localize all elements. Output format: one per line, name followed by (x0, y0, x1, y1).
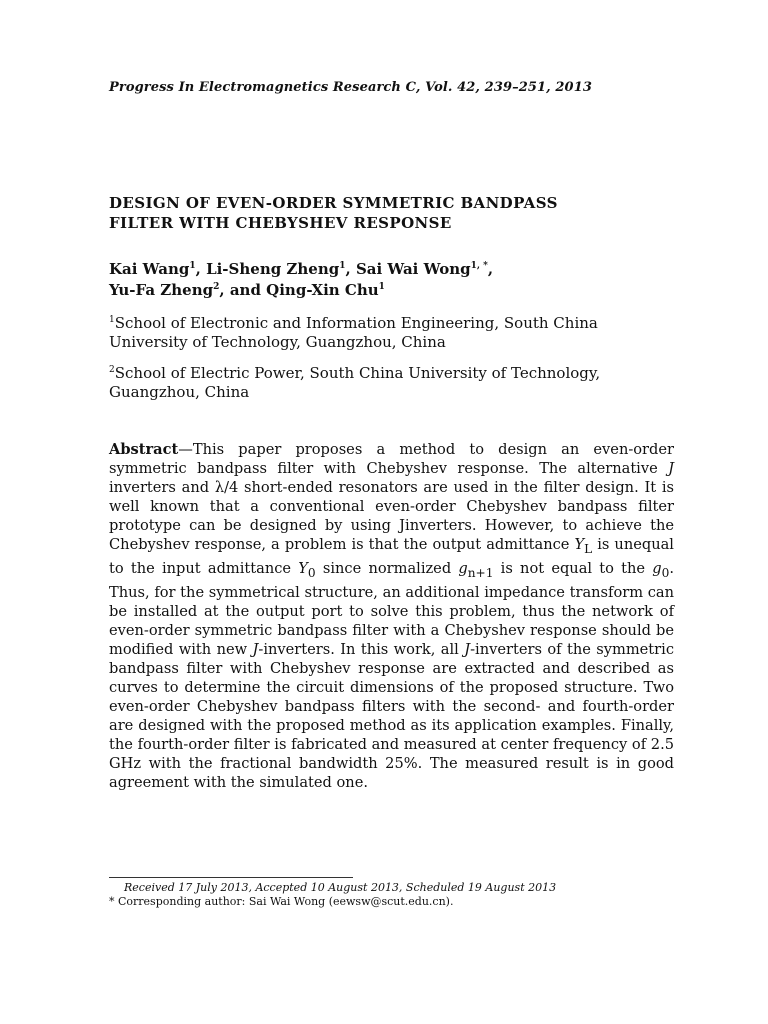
received-dates: Received 17 July 2013, Accepted 10 August 2013, Scheduled 19 August 2013 (124, 881, 557, 894)
title-line-1: DESIGN OF EVEN-ORDER SYMMETRIC BANDPASS (109, 194, 558, 212)
symbol-g-base: g (652, 559, 662, 577)
symbol-g-sub: n+1 (467, 565, 494, 580)
abstract-text: is unequal to the input admittance (109, 536, 674, 577)
author-separator: , (487, 260, 494, 278)
footnote-divider (109, 877, 353, 878)
author-affil-mark: 1 (378, 282, 385, 292)
author-affil-mark: 1 (189, 261, 196, 271)
symbol-lambda: λ/4 (214, 479, 239, 496)
author-separator: , and (219, 281, 267, 299)
abstract-text: -inverters of the symmetric bandpass filter with Chebyshev response are extracted and described as curves to determine the circuit dimensions of the proposed structure. Two even-order Chebyshev bandpass filters with the second- and fourth-order are designed with the proposed method as its application examples. Finally, the fourth-order filter is fabricated and measured at center frequency of 2.5 GHz with the fractional bandwidth 25%. The measured result is in good agreement with the simulated one. (109, 640, 674, 791)
abstract (109, 440, 674, 792)
affiliation-2 (109, 364, 674, 402)
author-name: Sai Wai Wong (355, 260, 471, 278)
journal-header: Progress In Electromagnetics Research C, Vol. 42, 239–251, 2013 (109, 80, 592, 95)
abstract-text: . Thus, for the symmetrical structure, an additional impedance transform can be installed at the output port to solve this problem, thus the network of even-order symmetric bandpass filter with a Chebyshev response should be modified with new (109, 559, 674, 658)
affiliation-line: School of Electronic and Information Engineering, South China (114, 314, 598, 332)
abstract-text: -inverters. In this work, all (258, 640, 465, 658)
symbol-j: J (252, 640, 259, 658)
symbol-y-sub: L (584, 541, 593, 556)
symbol-y-base: Y (574, 536, 585, 553)
symbol-y-sub: 0 (307, 565, 316, 580)
symbol-j: J (668, 460, 674, 477)
author-separator: , (345, 260, 356, 278)
symbol-g-base: g (458, 559, 468, 577)
title-line-2: FILTER WITH CHEBYSHEV RESPONSE (109, 214, 452, 232)
author-separator: , (195, 260, 207, 278)
abstract-text: is not equal to the (493, 559, 653, 577)
affiliation-number: 2 (109, 365, 115, 375)
affiliation-line: University of Technology, Guangzhou, China (109, 333, 446, 351)
affiliation-line: School of Electric Power, South China University of Technology, (114, 364, 601, 382)
paper-title (109, 193, 674, 233)
abstract-text: —This paper proposes a method to design an even-order symmetric bandpass filter with Chebyshev response. The alternative (109, 441, 674, 477)
author-name: Kai Wang (109, 260, 190, 278)
author-name: Li-Sheng Zheng (206, 260, 340, 278)
author-affil-mark: 1, * (470, 261, 488, 271)
affiliation-1 (109, 314, 674, 352)
author-affil-mark: 2 (213, 282, 220, 292)
symbol-y-base: Y (298, 559, 308, 577)
symbol-j: J (464, 640, 471, 658)
corresponding-author: * Corresponding author: Sai Wai Wong (eewsw@scut.edu.cn). (109, 895, 454, 908)
symbol-g-sub: 0 (661, 565, 670, 580)
abstract-text: inverters and (109, 479, 215, 496)
author-affil-mark: 1 (339, 261, 346, 271)
affiliation-number: 1 (109, 315, 115, 325)
affiliation-line: Guangzhou, China (109, 383, 250, 401)
author-name: Yu-Fa Zheng (109, 281, 214, 299)
abstract-label: Abstract (109, 441, 179, 458)
abstract-text: short-ended resonators are used in the filter design. It is well known that a conventional even-order Chebyshev bandpass filter prototype can be designed by using Jinverters. However, to achieve the Chebyshev response, a problem is that the output admittance (109, 479, 674, 553)
abstract-text: since normalized (315, 559, 459, 577)
author-list (109, 259, 674, 301)
author-name: Qing-Xin Chu (266, 281, 379, 299)
